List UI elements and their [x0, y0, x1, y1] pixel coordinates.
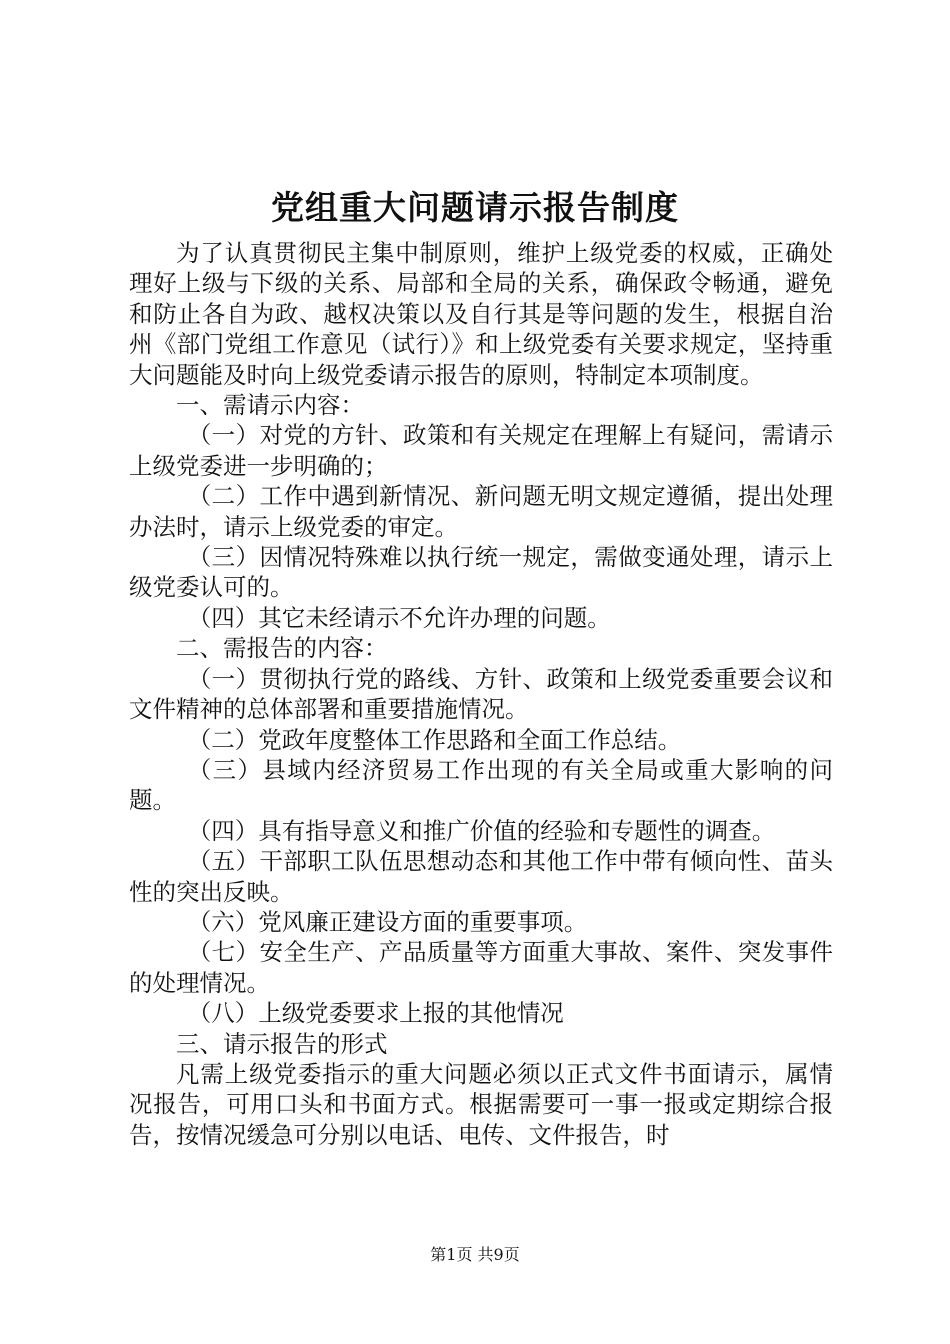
list-item: （八）上级党委要求上报的其他情况 [187, 999, 564, 1028]
section-heading-report: 二、需报告的内容： [176, 634, 388, 663]
page-footer: 第1页 共9页 [430, 1245, 520, 1264]
list-item: （三）县域内经济贸易工作出现的有关全局或重大影响的问题。 [129, 755, 833, 815]
list-item: （六）党风廉正建设方面的重要事项。 [187, 907, 588, 936]
list-item: （四）具有指导意义和推广价值的经验和专题性的调查。 [187, 816, 776, 845]
section-heading-form: 三、请示报告的形式 [176, 1029, 388, 1058]
document-title: 党组重大问题请示报告制度 [271, 188, 679, 227]
list-item: （二）党政年度整体工作思路和全面工作总结。 [187, 725, 682, 754]
list-item: （七）安全生产、产品质量等方面重大事故、案件、突发事件的处理情况。 [129, 938, 833, 997]
list-item: （一）对党的方针、政策和有关规定在理解上有疑问，需请示上级党委进一步明确的； [129, 421, 833, 480]
list-item: （二）工作中遇到新情况、新问题无明文规定遵循，提出处理办法时，请示上级党委的审定。 [129, 482, 833, 541]
list-item: （一）贯彻执行党的路线、方针、政策和上级党委重要会议和文件精神的总体部署和重要措施情况。 [129, 664, 833, 724]
list-item: （四）其它未经请示不允许办理的问题。 [187, 603, 611, 632]
list-item: （五）干部职工队伍思想动态和其他工作中带有倾向性、苗头性的突出反映。 [129, 847, 833, 906]
document-body [129, 238, 833, 1150]
section-heading-request: 一、需请示内容： [176, 391, 364, 420]
paragraph-form: 凡需上级党委指示的重大问题必须以正式文件书面请示，属情况报告，可用口头和书面方式。根据需要可一事一报或定期综合报告，按情况缓急可分别以电话、电传、文件报告，时 [129, 1059, 833, 1149]
list-item: （三）因情况特殊难以执行统一规定，需做变通处理，请示上级党委认可的。 [129, 543, 833, 602]
paragraph-intro: 为了认真贯彻民主集中制原则，维护上级党委的权威，正确处理好上级与下级的关系、局部和全局的关系，确保政令畅通，避免和防止各自为政、越权决策以及自行其是等问题的发生，根据自治州《部门党组工作意见（试行）》和上级党委有关要求规定，坚持重大问题能及时向上级党委请示报告的原则，特制定本项制度。 [129, 239, 833, 389]
